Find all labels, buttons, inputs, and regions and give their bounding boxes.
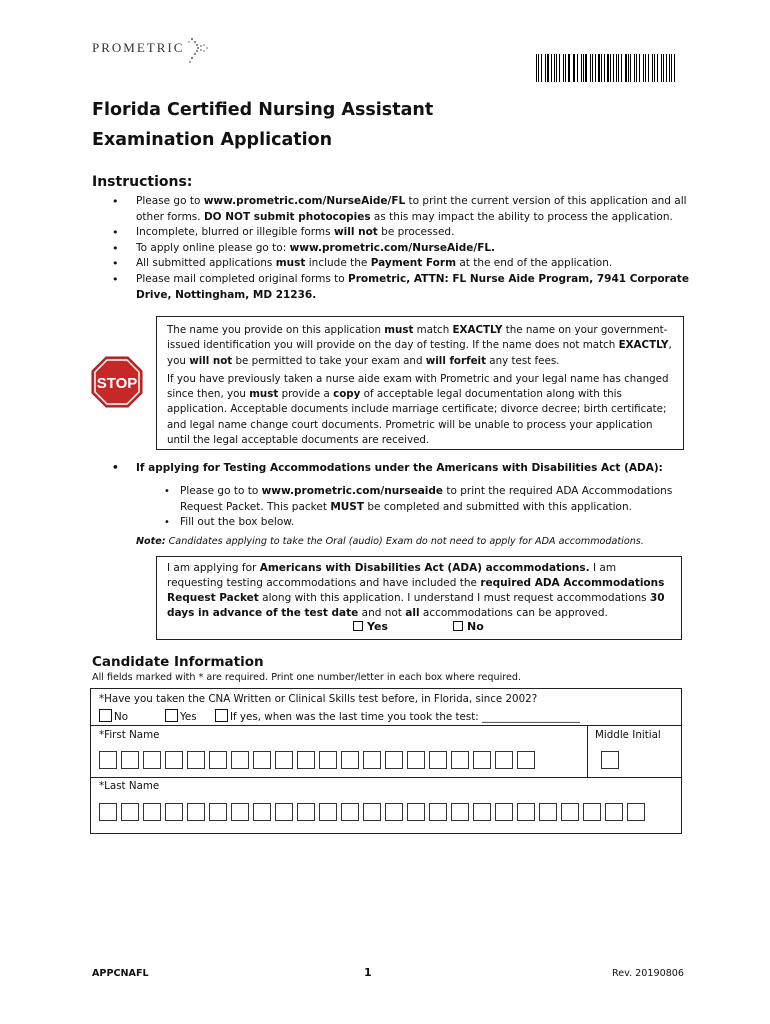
barcode-bar bbox=[592, 54, 593, 82]
page-number: 1 bbox=[364, 966, 372, 979]
barcode-bar bbox=[595, 54, 596, 82]
instruction-item: • All submitted applications must include the Payment Form at the end of the application. bbox=[112, 256, 692, 272]
char-box[interactable] bbox=[209, 803, 227, 821]
last-name-label: *Last Name bbox=[99, 780, 160, 792]
barcode-bar bbox=[607, 54, 608, 82]
barcode-bar bbox=[556, 54, 557, 82]
barcode-bar bbox=[616, 54, 617, 82]
barcode-bar bbox=[671, 54, 672, 82]
ada-item: • Please go to to www.prometric.com/nurseaide to print the required ADA Accommodations Request Packet. This packet MUST be completed and submitted with this application. bbox=[164, 484, 684, 515]
barcode bbox=[536, 54, 678, 82]
char-box[interactable] bbox=[473, 803, 491, 821]
char-box[interactable] bbox=[451, 803, 469, 821]
barcode-bar bbox=[630, 54, 631, 82]
barcode-bar bbox=[666, 54, 667, 82]
char-box[interactable] bbox=[407, 803, 425, 821]
ada-note: Note: Candidates applying to take the Oral (audio) Exam do not need to apply for ADA accommodations. bbox=[136, 536, 644, 547]
char-box[interactable] bbox=[495, 751, 513, 769]
char-box[interactable] bbox=[165, 803, 183, 821]
barcode-bar bbox=[590, 54, 591, 82]
barcode-bar bbox=[652, 54, 653, 82]
barcode-bar bbox=[568, 54, 570, 82]
name-warning-text: The name you provide on this application must match EXACTLY the name on your government-issued identification you will provide on the day of testing. If the name does not match EXACTLY, you will not be permitted to take your exam and will forfeit any test fees. bbox=[167, 324, 672, 367]
candidate-subtext: All fields marked with * are required. Print one number/letter in each box where required. bbox=[92, 672, 522, 683]
barcode-bar bbox=[663, 54, 664, 82]
ada-link[interactable]: www.prometric.com/nurseaide bbox=[261, 485, 444, 497]
char-box[interactable] bbox=[275, 751, 293, 769]
barcode-bar bbox=[654, 54, 655, 82]
checkbox-icon bbox=[353, 621, 363, 631]
ada-request-text: I am applying for Americans with Disabilities Act (ADA) accommodations. I am requesting testing accommodations and have included the required ADA Accommodations Request Packet along with this application. I understand I must request accommodations 30 days in advance of the test date and not all accommodations can be approved. bbox=[167, 562, 665, 619]
online-application-link[interactable]: www.prometric.com/NurseAide/FL. bbox=[289, 241, 496, 254]
char-box[interactable] bbox=[429, 751, 447, 769]
barcode-bar bbox=[565, 54, 566, 82]
barcode-bar bbox=[545, 54, 546, 82]
barcode-bar bbox=[628, 54, 629, 82]
barcode-bar bbox=[634, 54, 635, 82]
middle-initial-label: Middle Initial bbox=[595, 729, 661, 741]
char-box[interactable] bbox=[99, 751, 117, 769]
prior-test-date-field[interactable]: If yes, when was the last time you took the test: ___________________ bbox=[215, 709, 580, 723]
website-link[interactable]: www.prometric.com/NurseAide/FL bbox=[203, 195, 406, 207]
barcode-bar bbox=[598, 54, 600, 82]
barcode-bar bbox=[643, 54, 644, 82]
barcode-bar bbox=[551, 54, 552, 82]
barcode-bar bbox=[645, 54, 646, 82]
char-box[interactable] bbox=[341, 803, 359, 821]
name-warning-box bbox=[156, 316, 684, 450]
divider bbox=[91, 725, 681, 726]
barcode-bar bbox=[601, 54, 602, 82]
ada-yes-checkbox[interactable]: Yes bbox=[353, 619, 388, 634]
barcode-bar bbox=[541, 54, 542, 82]
char-box[interactable] bbox=[165, 751, 183, 769]
char-box[interactable] bbox=[517, 803, 535, 821]
barcode-bar bbox=[563, 54, 564, 82]
prometric-spark-icon bbox=[186, 36, 210, 66]
char-box[interactable] bbox=[385, 803, 403, 821]
first-name-boxes bbox=[99, 751, 535, 769]
logo-text: PROMETRIC bbox=[92, 40, 185, 55]
char-box[interactable] bbox=[341, 751, 359, 769]
barcode-bar bbox=[669, 54, 670, 82]
barcode-bar bbox=[585, 54, 586, 82]
ada-heading: • If applying for Testing Accommodations under the Americans with Disabilities Act (ADA): bbox=[112, 462, 663, 474]
char-box[interactable] bbox=[363, 751, 381, 769]
char-box[interactable] bbox=[407, 751, 425, 769]
ada-request-box bbox=[156, 556, 682, 640]
ada-list bbox=[164, 484, 684, 531]
barcode-bar bbox=[621, 54, 622, 82]
middle-initial-boxes bbox=[601, 751, 619, 769]
prometric-logo bbox=[92, 36, 232, 72]
barcode-bar bbox=[661, 54, 662, 82]
char-box[interactable] bbox=[495, 803, 513, 821]
barcode-bar bbox=[604, 54, 605, 82]
char-box[interactable] bbox=[473, 751, 491, 769]
barcode-bar bbox=[618, 54, 619, 82]
char-box[interactable] bbox=[187, 751, 205, 769]
char-box[interactable] bbox=[99, 803, 117, 821]
form-code: APPCNAFL bbox=[92, 968, 149, 979]
divider bbox=[587, 725, 588, 777]
instruction-item: • To apply online please go to: www.prometric.com/NurseAide/FL. bbox=[112, 241, 692, 257]
mailing-address: Prometric, ATTN: FL Nurse Aide Program, 7941 Corporate Drive, Nottingham, MD 21236. bbox=[136, 272, 689, 301]
prior-test-question: *Have you taken the CNA Written or Clinical Skills test before, in Florida, since 2002? bbox=[99, 693, 538, 705]
barcode-bar bbox=[613, 54, 614, 82]
char-box[interactable] bbox=[143, 751, 161, 769]
char-box[interactable] bbox=[231, 803, 249, 821]
char-box[interactable] bbox=[605, 803, 623, 821]
char-box[interactable] bbox=[253, 803, 271, 821]
char-box[interactable] bbox=[209, 751, 227, 769]
checkbox-icon bbox=[165, 709, 178, 722]
instructions-list bbox=[112, 194, 692, 303]
char-box[interactable] bbox=[253, 751, 271, 769]
checkbox-icon bbox=[453, 621, 463, 631]
svg-text:STOP: STOP bbox=[96, 375, 138, 392]
char-box[interactable] bbox=[319, 751, 337, 769]
barcode-bar bbox=[625, 54, 627, 82]
prior-test-yes-checkbox[interactable]: Yes bbox=[165, 709, 197, 723]
stop-sign-icon bbox=[91, 356, 143, 408]
barcode-bar bbox=[554, 54, 555, 82]
barcode-bar bbox=[538, 54, 539, 82]
barcode-bar bbox=[636, 54, 637, 82]
candidate-info-box bbox=[90, 688, 682, 834]
candidate-heading: Candidate Information bbox=[92, 654, 264, 670]
char-box[interactable] bbox=[121, 803, 139, 821]
char-box[interactable] bbox=[385, 751, 403, 769]
instructions-heading: Instructions: bbox=[92, 174, 193, 190]
char-box[interactable] bbox=[121, 751, 139, 769]
prior-test-no-checkbox[interactable]: No bbox=[99, 709, 128, 723]
barcode-bar bbox=[610, 54, 611, 82]
char-box[interactable] bbox=[297, 803, 315, 821]
barcode-bar bbox=[573, 54, 574, 82]
char-box[interactable] bbox=[275, 803, 293, 821]
char-box[interactable] bbox=[561, 803, 579, 821]
name-change-text: If you have previously taken a nurse aide exam with Prometric and your legal name has changed since then, you must provide a copy of acceptable legal documentation along with this application. Acceptable documents include marriage certificate; divorce decree; birth certificate; and legal name change court documents. Prometric will be unable to process your application until the legal acceptable documents are received. bbox=[167, 372, 669, 447]
char-box[interactable] bbox=[451, 751, 469, 769]
char-box[interactable] bbox=[517, 751, 535, 769]
barcode-bar bbox=[577, 54, 578, 82]
barcode-bar bbox=[639, 54, 640, 82]
instruction-item: • Please mail completed original forms to Prometric, ATTN: FL Nurse Aide Program, 7941 Corporate Drive, Nottingham, MD 21236. bbox=[112, 272, 692, 303]
barcode-bar bbox=[583, 54, 584, 82]
barcode-bar bbox=[547, 54, 549, 82]
revision: Rev. 20190806 bbox=[612, 968, 684, 979]
checkbox-icon bbox=[215, 709, 228, 722]
char-box[interactable] bbox=[297, 751, 315, 769]
barcode-bar bbox=[674, 54, 675, 82]
char-box[interactable] bbox=[187, 803, 205, 821]
barcode-bar bbox=[559, 54, 560, 82]
char-box[interactable] bbox=[319, 803, 337, 821]
char-box[interactable] bbox=[429, 803, 447, 821]
page-title-line2: Examination Application bbox=[92, 130, 333, 150]
char-box[interactable] bbox=[583, 803, 601, 821]
last-name-boxes bbox=[99, 803, 645, 821]
instruction-item: • Please go to www.prometric.com/NurseAide/FL to print the current version of this application and all other forms. DO NOT submit photocopies as this may impact the ability to process the application. bbox=[112, 194, 692, 225]
instruction-item: • Incomplete, blurred or illegible forms will not be processed. bbox=[112, 225, 692, 241]
divider bbox=[91, 777, 681, 778]
char-box[interactable] bbox=[601, 751, 619, 769]
barcode-bar bbox=[574, 54, 575, 82]
checkbox-icon bbox=[99, 709, 112, 722]
barcode-bar bbox=[657, 54, 658, 82]
char-box[interactable] bbox=[143, 803, 161, 821]
char-box[interactable] bbox=[627, 803, 645, 821]
page-title-line1: Florida Certified Nursing Assistant bbox=[92, 100, 434, 120]
char-box[interactable] bbox=[363, 803, 381, 821]
barcode-bar bbox=[536, 54, 537, 82]
first-name-label: *First Name bbox=[99, 729, 160, 741]
ada-item: • Fill out the box below. bbox=[164, 515, 684, 531]
char-box[interactable] bbox=[539, 803, 557, 821]
barcode-bar bbox=[581, 54, 582, 82]
ada-no-checkbox[interactable]: No bbox=[453, 619, 484, 634]
barcode-bar bbox=[648, 54, 650, 82]
char-box[interactable] bbox=[231, 751, 249, 769]
